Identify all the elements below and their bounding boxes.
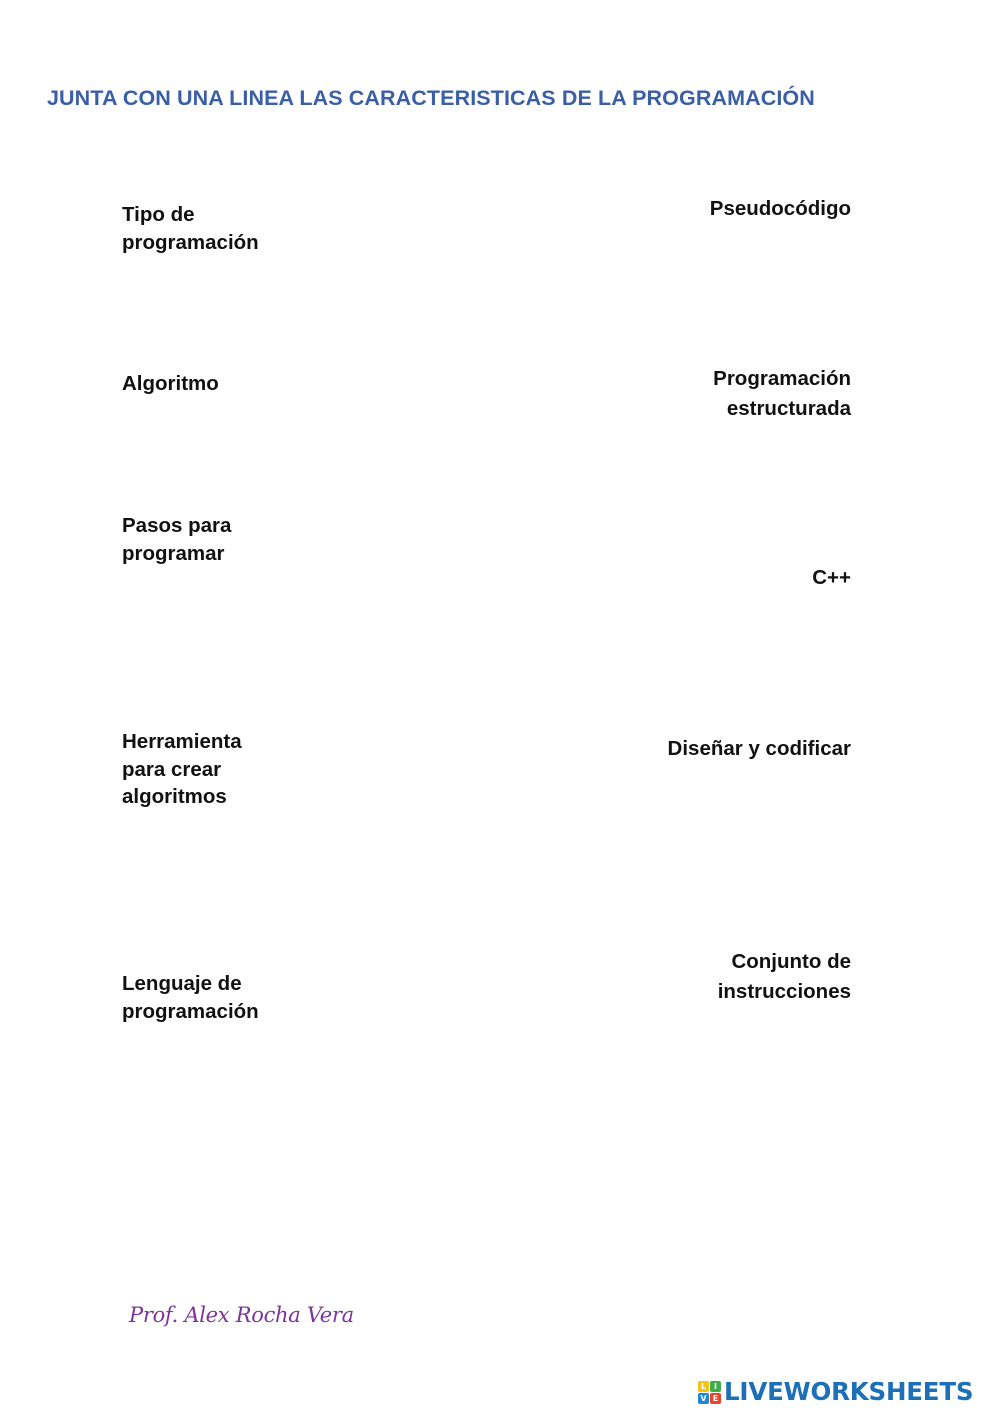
right-item-line: C++ xyxy=(812,566,851,589)
left-item-line: algoritmos xyxy=(122,785,227,808)
left-item-herramienta-para-crear-algoritmos[interactable] xyxy=(122,728,322,811)
right-item-line: estructurada xyxy=(726,396,851,420)
left-item-algoritmo[interactable] xyxy=(122,370,322,398)
liveworksheets-logo-icon xyxy=(698,1381,721,1404)
left-item-line: Herramienta xyxy=(122,730,242,753)
left-item-line: programación xyxy=(122,999,259,1023)
left-item-line: programación xyxy=(122,230,259,254)
right-item-conjunto-de-instrucciones[interactable] xyxy=(521,947,851,1006)
left-item-line: programar xyxy=(122,541,225,565)
liveworksheets-brand xyxy=(698,1378,973,1406)
logo-letter: V xyxy=(698,1393,709,1404)
right-item-line: instrucciones xyxy=(717,979,851,1003)
worksheet-title: JUNTA CON UNA LINEA LAS CARACTERISTICAS DE LA PROGRAMACIÓN xyxy=(47,86,815,110)
right-item-programacion-estructurada[interactable] xyxy=(521,364,851,423)
left-item-line: Lenguaje de xyxy=(122,972,242,995)
right-item-line: Diseñar y codificar xyxy=(667,737,851,760)
left-item-pasos-para-programar[interactable] xyxy=(122,512,322,567)
left-item-line: para crear xyxy=(122,757,222,781)
right-item-disenar-y-codificar[interactable] xyxy=(521,735,851,763)
author-signature: Prof. Alex Rocha Vera xyxy=(129,1303,354,1327)
right-item-pseudocodigo[interactable] xyxy=(521,195,851,223)
left-item-tipo-de-programacion[interactable] xyxy=(122,201,322,256)
brand-name: LIVEWORKSHEETS xyxy=(724,1377,974,1406)
right-item-cpp[interactable] xyxy=(521,564,851,592)
left-item-lenguaje-de-programacion[interactable] xyxy=(122,970,322,1025)
right-item-line: Conjunto de xyxy=(731,950,851,973)
left-item-line: Pasos para xyxy=(122,514,232,537)
logo-letter: E xyxy=(710,1393,721,1404)
logo-letter: L xyxy=(698,1381,709,1392)
right-item-line: Programación xyxy=(713,367,851,390)
right-item-line: Pseudocódigo xyxy=(709,197,851,220)
left-item-line: Tipo de xyxy=(122,203,195,226)
left-item-line: Algoritmo xyxy=(122,372,219,395)
logo-letter: I xyxy=(710,1381,721,1392)
